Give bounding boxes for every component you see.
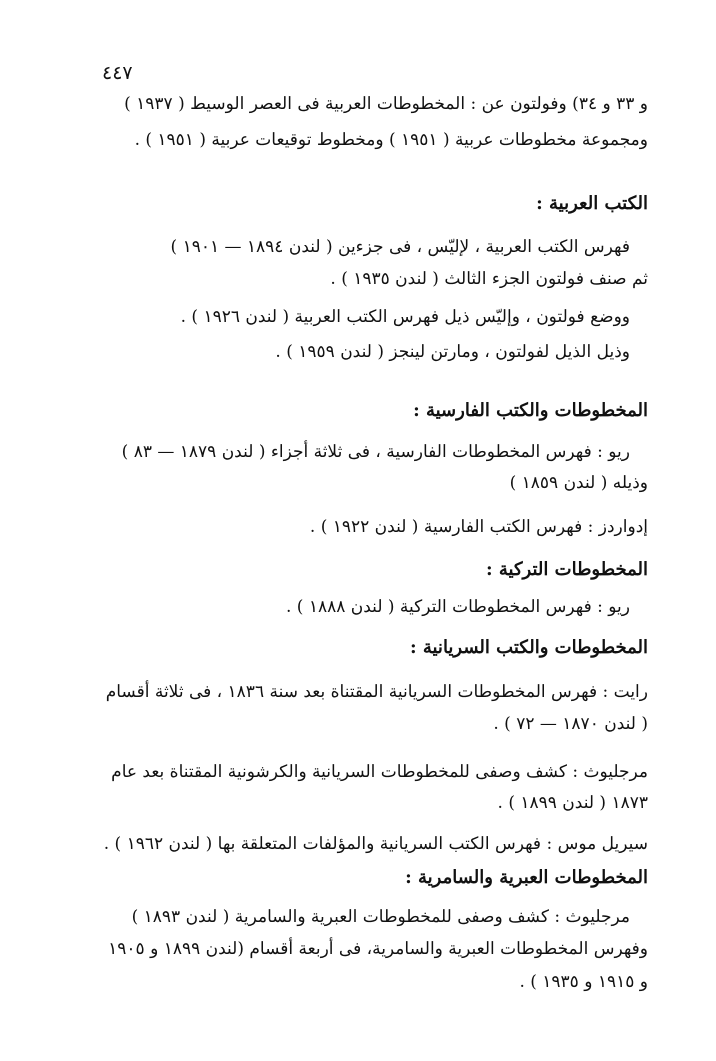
text-line-7: ريو : فهرس المخطوطات الفارسية ، فى ثلاثة أجزاء ( لندن ١٨٧٩ — ٨٣ ) xyxy=(121,442,630,462)
text-line-3: فهرس الكتب العربية ، لإليّس ، فى جزءين ( لندن ١٨٩٤ — ١٩٠١ ) xyxy=(170,237,630,257)
text-line-12: ( لندن ١٨٧٠ — ٧٢ ) . xyxy=(493,714,648,734)
section-heading-arabic-books: الكتب العربية : xyxy=(536,193,648,214)
text-line-6: وذيل الذيل لفولتون ، ومارتن لينجز ( لندن ١٩٥٩ ) . xyxy=(275,342,630,362)
text-line-10: ريو : فهرس المخطوطات التركية ( لندن ١٨٨٨ ) . xyxy=(286,597,630,617)
text-line-15: سيريل موس : فهرس الكتب السريانية والمؤلفات المتعلقة بها ( لندن ١٩٦٢ ) . xyxy=(103,834,648,854)
text-line-9: إدواردز : فهرس الكتب الفارسية ( لندن ١٩٢٢ ) . xyxy=(309,517,648,537)
text-line-14: ١٨٧٣ ( لندن ١٨٩٩ ) . xyxy=(497,793,648,813)
text-line-16: مرجليوث : كشف وصفى للمخطوطات العبرية والسامرية ( لندن ١٨٩٣ ) xyxy=(131,907,630,927)
section-heading-hebrew-samaritan: المخطوطات العبرية والسامرية : xyxy=(405,867,648,888)
text-line-11: رايت : فهرس المخطوطات السريانية المقتناة بعد سنة ١٨٣٦ ، فى ثلاثة أقسام xyxy=(105,682,648,702)
text-line-5: ووضع فولتون ، وإليّس ذيل فهرس الكتب العربية ( لندن ١٩٢٦ ) . xyxy=(180,307,630,327)
text-line-8: وذيله ( لندن ١٨٥٩ ) xyxy=(509,473,648,493)
text-line-13: مرجليوث : كشف وصفى للمخطوطات السريانية والكرشونية المقتناة بعد عام xyxy=(111,762,648,782)
section-heading-turkish: المخطوطات التركية : xyxy=(485,559,648,580)
text-line-17: وفهرس المخطوطات العبرية والسامرية، فى أربعة أقسام (لندن ١٨٩٩ و ١٩٠٥ xyxy=(108,939,648,959)
text-line-18: و ١٩١٥ و ١٩٣٥ ) . xyxy=(519,972,648,992)
section-heading-syriac: المخطوطات والكتب السريانية : xyxy=(409,637,648,658)
text-line-4: ثم صنف فولتون الجزء الثالث ( لندن ١٩٣٥ ) . xyxy=(330,269,648,289)
text-line-2: ومجموعة مخطوطات عربية ( ١٩٥١ ) ومخطوط توقيعات عربية ( ١٩٥١ ) . xyxy=(134,130,648,150)
page-number: ٤٤٧ xyxy=(102,62,133,84)
text-line-1: و ٣٣ و ٣٤) وفولتون عن : المخطوطات العربية فى العصر الوسيط ( ١٩٣٧ ) xyxy=(124,94,648,114)
section-heading-persian: المخطوطات والكتب الفارسية : xyxy=(413,400,648,421)
